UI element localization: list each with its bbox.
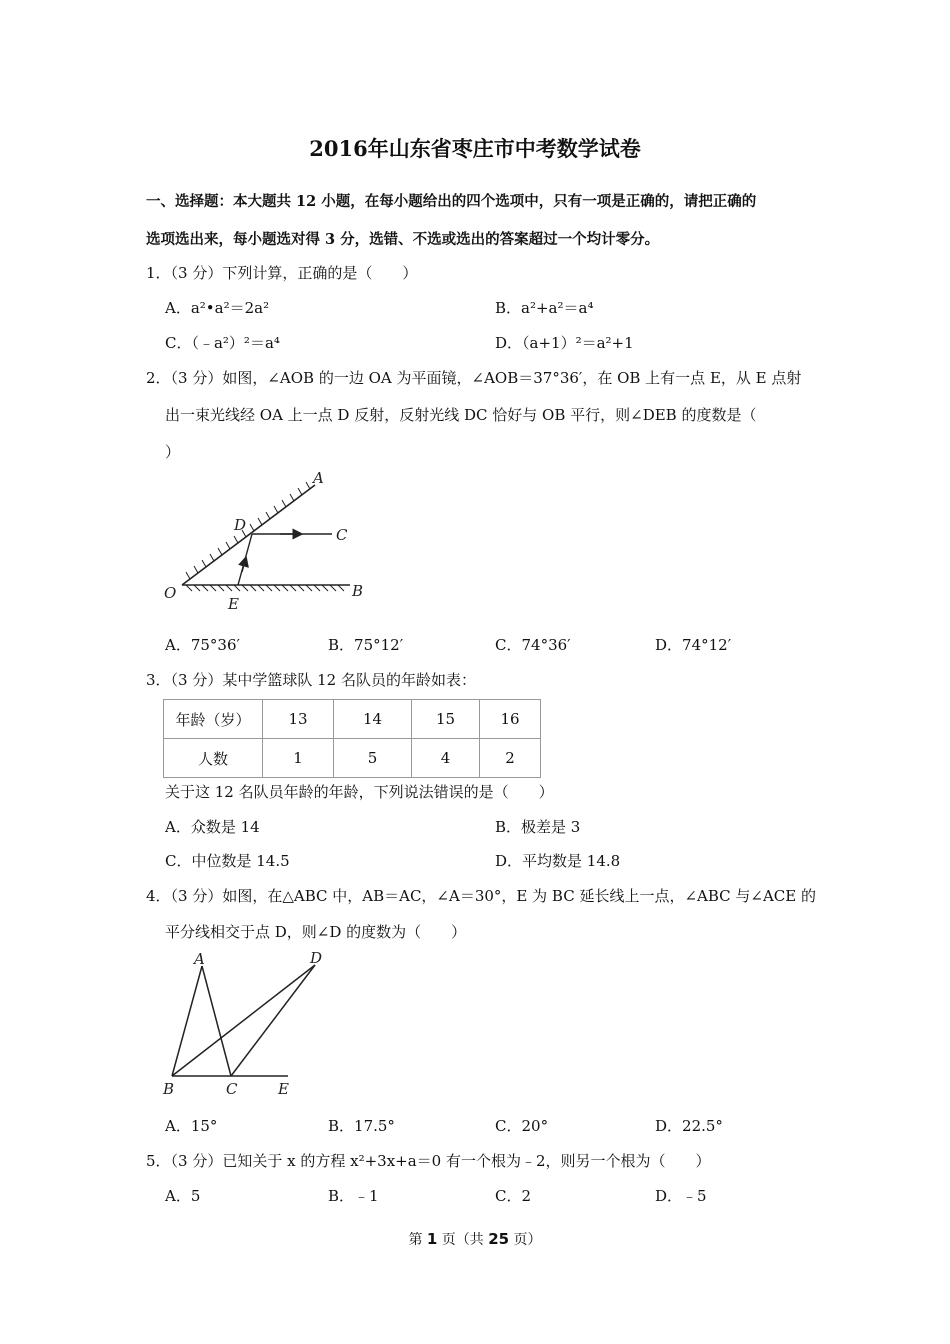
label-d: D (310, 949, 323, 967)
footer-suffix: 页） (509, 1232, 542, 1248)
label-b: B (163, 1080, 175, 1098)
label-a: A (194, 950, 205, 968)
exam-title: 2016年山东省枣庄市中考数学试卷 (309, 136, 641, 161)
q5-option-d: D．﹣5 (655, 1187, 707, 1205)
label-a: A (313, 469, 324, 487)
q3-option-c: C．中位数是 14.5 (165, 852, 290, 870)
q2-option-d: D．74°12′ (655, 636, 732, 654)
label-e: E (228, 595, 239, 613)
q2-option-c: C．74°36′ (495, 636, 571, 654)
q2-stem-line2: 出一束光线经 OA 上一点 D 反射，反射光线 DC 恰好与 OB 平行，则∠DEB 的度数是（ (165, 406, 757, 424)
table-cell: 人数 (164, 739, 263, 778)
footer-middle: 页（共 (437, 1232, 489, 1248)
table-cell: 15 (412, 700, 480, 739)
section-heading-line2: 选项选出来，每小题选对得 3 分，选错、不选或选出的答案超过一个均计零分。 (146, 231, 660, 248)
table-row (164, 739, 541, 778)
label-d: D (234, 516, 247, 534)
label-c: C (336, 526, 348, 544)
q2-stem-line3: ） (165, 443, 181, 461)
q4-option-b: B．17.5° (328, 1117, 395, 1135)
table-cell: 年龄（岁） (164, 700, 263, 739)
mirror-oa (182, 485, 315, 585)
table-cell: 5 (334, 739, 412, 778)
q5-option-b: B．﹣1 (328, 1187, 379, 1205)
side-ac (202, 966, 231, 1076)
q4-option-a: A．15° (165, 1117, 218, 1135)
q3-option-d: D．平均数是 14.8 (495, 852, 621, 870)
table-row (164, 700, 541, 739)
label-o: O (164, 584, 177, 602)
q4-stem-line1: 4．（3 分）如图，在△ABC 中，AB＝AC，∠A＝30°，E 为 BC 延长线上一点，∠ABC 与∠ACE 的 (146, 887, 817, 905)
footer-total-pages: 25 (488, 1230, 510, 1248)
table-cell: 4 (412, 739, 480, 778)
q2-mirror-figure (160, 468, 370, 613)
q1-option-c: C．（﹣a²）²＝a⁴ (165, 334, 280, 352)
table-cell: 13 (263, 700, 334, 739)
q1-option-b: B．a²+a²＝a⁴ (495, 299, 594, 317)
q2-option-b: B．75°12′ (328, 636, 404, 654)
q3-option-b: B．极差是 3 (495, 818, 581, 836)
footer-prefix: 第 (408, 1232, 427, 1248)
age-table (163, 699, 541, 778)
label-e: E (278, 1080, 289, 1098)
q1-option-a: A．a²•a²＝2a² (165, 299, 270, 317)
table-cell: 14 (334, 700, 412, 739)
section-heading-line1: 一、选择题：本大题共 12 小题，在每小题给出的四个选项中，只有一项是正确的，请把正确的 (146, 193, 757, 210)
page-footer (0, 1229, 950, 1249)
q2-option-a: A．75°36′ (165, 636, 240, 654)
table-cell: 2 (480, 739, 541, 778)
q4-stem-line2: 平分线相交于点 D，则∠D 的度数为（ ） (165, 923, 467, 941)
q4-option-c: C．20° (495, 1117, 549, 1135)
label-c: C (226, 1080, 238, 1098)
q5-stem: 5．（3 分）已知关于 x 的方程 x²+3x+a＝0 有一个根为﹣2，则另一个根为（ ） (146, 1152, 711, 1170)
q5-option-a: A．5 (165, 1187, 201, 1205)
q3-stem: 3．（3 分）某中学篮球队 12 名队员的年龄如表： (146, 671, 476, 689)
q4-triangle-figure (158, 948, 338, 1100)
q2-stem-line1: 2．（3 分）如图，∠AOB 的一边 OA 为平面镜，∠AOB＝37°36′，在 OB 上有一点 E，从 E 点射 (146, 369, 802, 387)
table-cell: 16 (480, 700, 541, 739)
q5-option-c: C．2 (495, 1187, 532, 1205)
q3-question: 关于这 12 名队员年龄的年龄，下列说法错误的是（ ） (165, 783, 554, 801)
table-cell: 1 (263, 739, 334, 778)
side-ab (172, 966, 202, 1076)
q1-stem: 1．（3 分）下列计算，正确的是（ ） (146, 264, 418, 282)
label-b: B (352, 582, 364, 600)
q3-option-a: A．众数是 14 (165, 818, 260, 836)
q4-option-d: D．22.5° (655, 1117, 723, 1135)
q1-option-d: D．（a+1）²＝a²+1 (495, 334, 634, 352)
footer-page-number: 1 (426, 1230, 438, 1248)
